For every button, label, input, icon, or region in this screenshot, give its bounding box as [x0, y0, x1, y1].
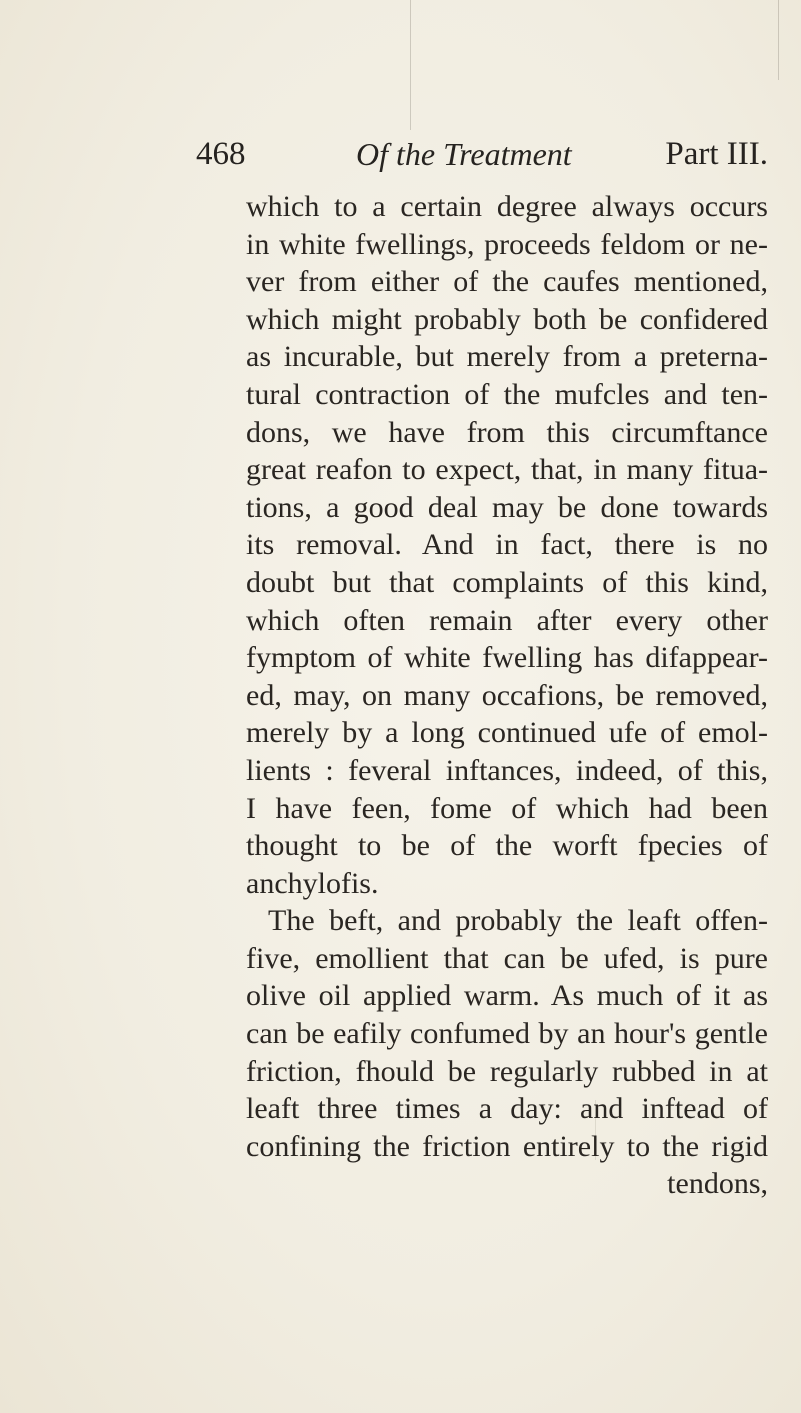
- text-line: confining the friction entirely to the rigid: [246, 1129, 768, 1163]
- text-line: which to a certain degree always occurs: [246, 190, 768, 223]
- body-text: [246, 188, 768, 1203]
- text-line: I have feen, fome of which had been: [246, 791, 768, 825]
- text-line: The beft, and probably the leaft offen-: [268, 904, 768, 938]
- text-line: olive oil applied warm. As much of it as: [246, 979, 768, 1013]
- chapter-title: Of the Treatment: [356, 136, 572, 172]
- text-line: anchylofis.: [246, 866, 379, 900]
- text-line: can be eafily confumed by an hour's gentle: [246, 1017, 768, 1051]
- text-line: five, emollient that can be ufed, is pure: [246, 941, 768, 975]
- text-line: as incurable, but merely from a preterna-: [246, 340, 768, 374]
- text-line: lients : feveral inftances, indeed, of this,: [246, 753, 768, 787]
- paper-fold-mark: [410, 0, 411, 130]
- running-head: [196, 136, 768, 186]
- text-line: doubt but that complaints of this kind,: [246, 565, 768, 599]
- text-line: ver from either of the caufes mentioned,: [246, 265, 768, 299]
- text-line: great reafon to expect, that, in many fitua-: [246, 453, 768, 487]
- text-line: in white fwellings, proceeds feldom or ne-: [246, 227, 768, 261]
- text-line: which might probably both be confidered: [246, 302, 768, 336]
- text-line: tions, a good deal may be done towards: [246, 490, 768, 524]
- text-line: dons, we have from this circumftance: [246, 415, 768, 449]
- text-line: ed, may, on many occafions, be removed,: [246, 678, 768, 712]
- text-line: friction, fhould be regularly rubbed in at: [246, 1054, 768, 1088]
- text-line: merely by a long continued ufe of emol-: [246, 716, 768, 750]
- text-line: tural contraction of the mufcles and ten-: [246, 377, 768, 411]
- text-line: thought to be of the worft fpecies of: [246, 829, 768, 863]
- page-number: 468: [196, 136, 246, 172]
- text-line: fymptom of white fwelling has difappear-: [246, 641, 768, 675]
- part-label: Part III.: [665, 136, 768, 172]
- text-line: which often remain after every other: [246, 603, 768, 637]
- paper-fold-mark: [778, 0, 779, 80]
- catchword: tendons,: [667, 1167, 768, 1201]
- text-line: leaft three times a day: and inftead of: [246, 1092, 768, 1126]
- text-line: its removal. And in fact, there is no: [246, 528, 768, 562]
